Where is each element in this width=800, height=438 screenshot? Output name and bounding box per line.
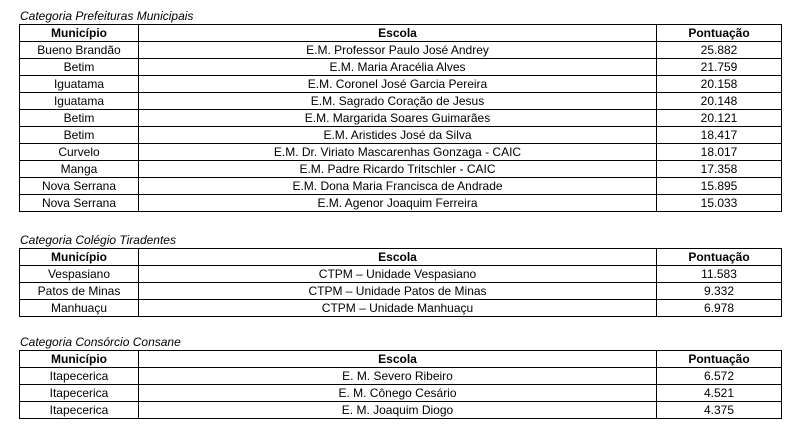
cell-pontuacao: 25.882 [657, 42, 782, 59]
cell-pontuacao: 20.148 [657, 93, 782, 110]
cell-pontuacao: 4.375 [657, 402, 782, 419]
cell-pontuacao: 17.358 [657, 161, 782, 178]
header-municipio: Município [20, 249, 139, 266]
cell-pontuacao: 20.121 [657, 110, 782, 127]
table-row [20, 93, 782, 110]
cell-escola: E.M. Margarida Soares Guimarães [139, 110, 657, 127]
cell-pontuacao: 6.978 [657, 300, 782, 317]
ranking-table [19, 24, 782, 212]
cell-escola: E.M. Dr. Viriato Mascarenhas Gonzaga - CAIC [139, 144, 657, 161]
cell-municipio: Nova Serrana [20, 195, 139, 212]
header-municipio: Município [20, 351, 139, 368]
section-colegio-tiradentes [19, 233, 781, 317]
header-pontuacao: Pontuação [657, 249, 782, 266]
cell-municipio: Itapecerica [20, 402, 139, 419]
cell-escola: E.M. Agenor Joaquim Ferreira [139, 195, 657, 212]
cell-escola: E.M. Maria Aracélia Alves [139, 59, 657, 76]
cell-escola: E.M. Sagrado Coração de Jesus [139, 93, 657, 110]
header-escola: Escola [139, 25, 657, 42]
cell-municipio: Itapecerica [20, 368, 139, 385]
table-row [20, 161, 782, 178]
cell-pontuacao: 20.158 [657, 76, 782, 93]
cell-municipio: Betim [20, 127, 139, 144]
table-row [20, 42, 782, 59]
header-escola: Escola [139, 249, 657, 266]
cell-escola: E. M. Cônego Cesário [139, 385, 657, 402]
table-row [20, 76, 782, 93]
cell-pontuacao: 15.033 [657, 195, 782, 212]
cell-municipio: Bueno Brandão [20, 42, 139, 59]
cell-escola: E.M. Professor Paulo José Andrey [139, 42, 657, 59]
table-row [20, 178, 782, 195]
cell-municipio: Patos de Minas [20, 283, 139, 300]
cell-escola: E. M. Severo Ribeiro [139, 368, 657, 385]
table-header-row [20, 351, 782, 368]
cell-municipio: Nova Serrana [20, 178, 139, 195]
table-row [20, 195, 782, 212]
cell-municipio: Manga [20, 161, 139, 178]
cell-escola: CTPM – Unidade Patos de Minas [139, 283, 657, 300]
table-row [20, 110, 782, 127]
table-row [20, 283, 782, 300]
table-row [20, 368, 782, 385]
cell-escola: E.M. Coronel José Garcia Pereira [139, 76, 657, 93]
cell-municipio: Betim [20, 110, 139, 127]
cell-pontuacao: 18.417 [657, 127, 782, 144]
cell-escola: E. M. Joaquim Diogo [139, 402, 657, 419]
ranking-table [19, 350, 782, 419]
category-title: Categoria Colégio Tiradentes [20, 233, 176, 247]
table-row [20, 144, 782, 161]
cell-escola: E.M. Dona Maria Francisca de Andrade [139, 178, 657, 195]
section-prefeituras-municipais [19, 9, 781, 212]
cell-pontuacao: 15.895 [657, 178, 782, 195]
table-row [20, 300, 782, 317]
cell-pontuacao: 6.572 [657, 368, 782, 385]
cell-escola: CTPM – Unidade Vespasiano [139, 266, 657, 283]
header-pontuacao: Pontuação [657, 25, 782, 42]
cell-municipio: Itapecerica [20, 385, 139, 402]
cell-pontuacao: 9.332 [657, 283, 782, 300]
category-title: Categoria Consórcio Consane [20, 335, 181, 349]
header-pontuacao: Pontuação [657, 351, 782, 368]
section-consorcio-consane [19, 335, 781, 419]
header-municipio: Município [20, 25, 139, 42]
table-header-row [20, 25, 782, 42]
table-row [20, 127, 782, 144]
cell-escola: E.M. Padre Ricardo Tritschler - CAIC [139, 161, 657, 178]
table-row [20, 266, 782, 283]
cell-municipio: Iguatama [20, 93, 139, 110]
cell-pontuacao: 11.583 [657, 266, 782, 283]
table-header-row [20, 249, 782, 266]
table-row [20, 59, 782, 76]
cell-escola: E.M. Aristides José da Silva [139, 127, 657, 144]
header-escola: Escola [139, 351, 657, 368]
table-row [20, 385, 782, 402]
ranking-table [19, 248, 782, 317]
cell-escola: CTPM – Unidade Manhuaçu [139, 300, 657, 317]
cell-municipio: Vespasiano [20, 266, 139, 283]
cell-pontuacao: 4.521 [657, 385, 782, 402]
cell-municipio: Curvelo [20, 144, 139, 161]
cell-pontuacao: 18.017 [657, 144, 782, 161]
cell-municipio: Betim [20, 59, 139, 76]
category-title: Categoria Prefeituras Municipais [20, 9, 194, 23]
table-row [20, 402, 782, 419]
cell-municipio: Manhuaçu [20, 300, 139, 317]
cell-municipio: Iguatama [20, 76, 139, 93]
cell-pontuacao: 21.759 [657, 59, 782, 76]
